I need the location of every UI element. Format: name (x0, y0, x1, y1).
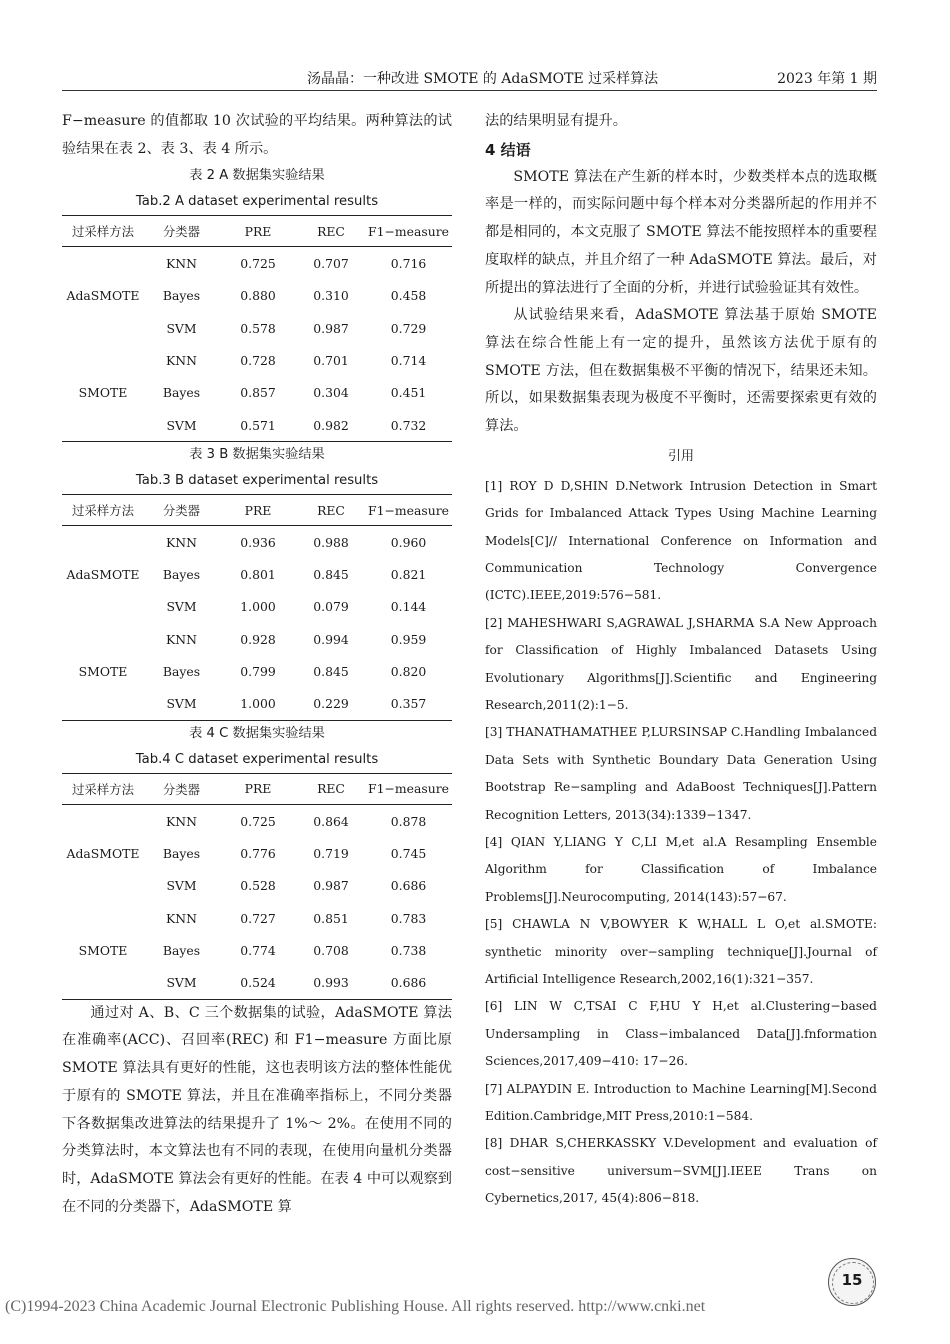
metric-cell: 0.725 (240, 813, 276, 829)
column-header: F1−measure (368, 223, 449, 239)
table-header-row (62, 495, 452, 526)
column-header: REC (317, 502, 345, 518)
classifier-cell: Bayes (162, 845, 201, 861)
classifier-cell: KNN (166, 631, 197, 647)
metric-cell: 0.144 (390, 599, 427, 615)
classifier-cell: SVM (166, 417, 197, 433)
metric-cell: 0.801 (240, 567, 276, 583)
intro-paragraph: F−measure 的值都取 10 次试验的平均结果。两种算法的试验结果在表 2、表 3、表 4 所示。 (62, 113, 452, 157)
metric-cell: 0.776 (240, 845, 276, 861)
metric-cell: 0.714 (390, 352, 427, 368)
results-table (62, 215, 452, 442)
metric-cell: 0.304 (313, 385, 349, 401)
metric-cell: 0.783 (390, 910, 427, 926)
metric-cell: 0.229 (313, 696, 349, 712)
table-row (62, 344, 452, 376)
copyright-footer: (C)1994-2023 China Academic Journal Electronic Publishing House. All rights reserved. http://www.cnki.net (5, 1298, 706, 1315)
metric-cell: 0.728 (240, 352, 276, 368)
metric-cell: 1.000 (240, 599, 276, 615)
metric-cell: 0.079 (313, 599, 349, 615)
column-header: F1−measure (368, 502, 449, 518)
metric-cell: 0.993 (313, 975, 349, 991)
table-caption-en: Tab.3 B dataset experimental results (135, 473, 379, 489)
column-header: PRE (244, 781, 272, 797)
table-header-row (62, 216, 452, 247)
column-header: PRE (244, 502, 272, 518)
right-column (485, 108, 877, 1213)
column-header: REC (317, 223, 345, 239)
metric-cell: 0.708 (313, 942, 349, 958)
metric-cell: 0.988 (313, 534, 349, 550)
metric-cell: 0.821 (390, 567, 427, 583)
metric-cell: 0.960 (390, 534, 427, 550)
metric-cell: 0.845 (313, 664, 349, 680)
metric-cell: 0.987 (313, 878, 349, 894)
conclusion-paragraph-1: SMOTE 算法在产生新的样本时，少数类样本点的选取概率是一样的，而实际问题中每个样本对分类器所起的作用并不都是相同的，本文克服了 SMOTE 算法不能按照样本的重要程度取样的缺点，并且介绍了一种 AdaSMOTE 算法。最后，对所提出的算法进行了全面的分析，并进行试验验证其有效性。 (485, 168, 877, 296)
continuation-paragraph: 法的结果明显有提升。 (485, 113, 627, 129)
classifier-cell: Bayes (162, 288, 201, 304)
column-header: REC (317, 781, 345, 797)
reference-item: [8] DHAR S,CHERKASSKY V.Development and evaluation of cost−sensitive universum−SVM[J].IEEE Trans on Cybernetics,2017, 45(4):806−818. (485, 1136, 877, 1206)
column-header: 过采样方法 (72, 224, 134, 240)
metric-cell: 0.936 (240, 534, 276, 550)
journal-seal-logo (828, 1258, 876, 1306)
results-table (62, 773, 452, 1000)
table-header-row (62, 773, 452, 804)
metric-cell: 0.774 (240, 942, 276, 958)
classifier-cell: SVM (166, 320, 197, 336)
metric-cell: 0.571 (240, 417, 276, 433)
method-cell: SMOTE (78, 385, 128, 401)
classifier-cell: KNN (166, 256, 197, 272)
metric-cell: 0.880 (240, 288, 276, 304)
column-header: PRE (244, 223, 272, 239)
metric-cell: 0.738 (390, 942, 427, 958)
section-heading: 4 结语 (485, 140, 531, 159)
reference-item: [1] ROY D D,SHIN D.Network Intrusion Detection in Smart Grids for Imbalanced Attack Types Using Machine Learning Models[C]// International Conference on Information and Communication Technology Convergence (ICTC).IEEE,2019:576−581. (485, 478, 877, 603)
column-header: 过采样方法 (72, 781, 134, 797)
classifier-cell: Bayes (162, 942, 201, 958)
metric-cell: 0.987 (313, 320, 349, 336)
reference-item: [3] THANATHAMATHEE P,LURSINSAP C.Handling Imbalanced Data Sets with Synthetic Boundary Data Generation Using Bootstrap Re−sampling and AdaBoost Techniques[J].Pattern Recognition Letters, 2013(34):1339−1347. (485, 725, 877, 822)
metric-cell: 0.686 (390, 878, 427, 894)
metric-cell: 0.928 (240, 631, 276, 647)
metric-cell: 0.707 (313, 256, 349, 272)
metric-cell: 0.524 (240, 975, 276, 991)
column-header: 分类器 (162, 781, 201, 797)
metric-cell: 0.729 (390, 320, 427, 336)
metric-cell: 0.310 (313, 288, 349, 304)
page-number: 15 (841, 1271, 863, 1289)
classifier-cell: SVM (166, 878, 197, 894)
column-header: 分类器 (162, 503, 201, 519)
method-cell: AdaSMOTE (66, 288, 140, 304)
reference-item: [5] CHAWLA N V,BOWYER K W,HALL L O,et al.SMOTE: synthetic minority over−sampling technique[J].Journal of Artificial Intelligence Research,2002,16(1):321−357. (485, 917, 877, 987)
metric-cell: 0.845 (313, 567, 349, 583)
results-table (62, 494, 452, 721)
classifier-cell: SVM (166, 696, 197, 712)
table-caption-cn: 表 2 A 数据集实验结果 (189, 168, 325, 184)
reference-item: [2] MAHESHWARI S,AGRAWAL J,SHARMA S.A New Approach for Classification of Highly Imbalanced Datasets Using Evolutionary Algorithms[J].Scientific and Engineering Research,2011(2):1−5. (485, 615, 877, 712)
metric-cell: 0.578 (240, 320, 276, 336)
metric-cell: 0.994 (313, 631, 349, 647)
column-header: F1−measure (368, 781, 449, 797)
table-row (62, 526, 452, 559)
classifier-cell: SVM (166, 599, 197, 615)
metric-cell: 0.820 (390, 664, 427, 680)
table-row (62, 902, 452, 934)
classifier-cell: KNN (166, 352, 197, 368)
left-column (62, 108, 452, 1221)
table-row (62, 247, 452, 280)
metric-cell: 0.851 (313, 910, 349, 926)
metric-cell: 0.725 (240, 256, 276, 272)
tables-container (62, 163, 452, 999)
metric-cell: 0.701 (313, 352, 349, 368)
reference-item: [6] LIN W C,TSAI C F,HU Y H,et al.Clustering−based Undersampling in Class−imbalanced Data[J].fnformation Sciences,2017,409−410: 17−26. (485, 999, 877, 1069)
metric-cell: 0.732 (390, 417, 427, 433)
metric-cell: 0.451 (390, 385, 427, 401)
table-caption-cn: 表 3 B 数据集实验结果 (189, 447, 325, 463)
classifier-cell: Bayes (162, 567, 201, 583)
metric-cell: 0.745 (390, 845, 427, 861)
classifier-cell: Bayes (162, 664, 201, 680)
table-row (62, 623, 452, 655)
issue-label: 2023 年第 1 期 (777, 71, 877, 87)
classifier-cell: SVM (166, 975, 197, 991)
discussion-paragraph: 通过对 A、B、C 三个数据集的试验，AdaSMOTE 算法在准确率(ACC)、召回率(REC) 和 F1−measure 方面比原 SMOTE 算法具有更好的性能，这也表明该方法的整体性能优于原有的 SMOTE 算法，并且在准确率指标上，不同分类器下各数据集改进算法的结果提升了 1%～ 2%。在使用不同的分类算法时，本文算法也有不同的表现，在使用向量机分类器时，AdaSMOTE 算法会有更好的性能。在表 4 中可以观察到在不同的分类器下，AdaSMOTE 算 (62, 1004, 452, 1215)
reference-item: [4] QIAN Y,LIANG Y C,LI M,et al.A Resampling Ensemble Algorithm for Classification of Imbalance Problems[J].Neurocomputing, 2014(143):57−67. (485, 835, 877, 904)
method-cell: SMOTE (78, 942, 128, 958)
table-row (62, 804, 452, 837)
references-heading: 引用 (667, 448, 694, 464)
metric-cell: 0.864 (313, 813, 349, 829)
metric-cell: 0.857 (240, 385, 276, 401)
table-caption-en: Tab.4 C dataset experimental results (135, 751, 379, 767)
table-caption-cn: 表 4 C 数据集实验结果 (189, 725, 325, 741)
metric-cell: 0.528 (240, 878, 276, 894)
column-header: 分类器 (162, 224, 201, 240)
metric-cell: 0.878 (390, 813, 427, 829)
metric-cell: 0.716 (390, 256, 427, 272)
method-cell: AdaSMOTE (66, 845, 140, 861)
metric-cell: 0.727 (240, 910, 276, 926)
metric-cell: 0.458 (390, 288, 427, 304)
metric-cell: 0.799 (240, 664, 276, 680)
reference-list (485, 473, 877, 1213)
metric-cell: 0.982 (313, 417, 349, 433)
method-cell: SMOTE (78, 664, 128, 680)
metric-cell: 0.719 (313, 845, 349, 861)
classifier-cell: KNN (166, 813, 197, 829)
method-cell: AdaSMOTE (66, 567, 140, 583)
conclusion-paragraph-2: 从试验结果来看，AdaSMOTE 算法基于原始 SMOTE 算法在综合性能上有一定的提升，虽然该方法优于原有的 SMOTE 方法，但在数据集极不平衡的情况下，结果还未知。所以，如果数据集表现为极度不平衡时，还需要探索更有效的算法。 (485, 307, 877, 435)
classifier-cell: KNN (166, 910, 197, 926)
metric-cell: 0.686 (390, 975, 427, 991)
metric-cell: 0.959 (390, 631, 427, 647)
reference-item: [7] ALPAYDIN E. Introduction to Machine Learning[M].Second Edition.Cambridge,MIT Press,2010:1−584. (485, 1081, 877, 1124)
metric-cell: 1.000 (240, 696, 276, 712)
classifier-cell: KNN (166, 534, 197, 550)
column-header: 过采样方法 (72, 503, 134, 519)
classifier-cell: Bayes (162, 385, 201, 401)
metric-cell: 0.357 (390, 696, 427, 712)
running-title: 汤晶晶：一种改进 SMOTE 的 AdaSMOTE 过采样算法 (307, 71, 659, 87)
table-caption-en: Tab.2 A dataset experimental results (135, 194, 379, 210)
running-header (62, 68, 877, 91)
